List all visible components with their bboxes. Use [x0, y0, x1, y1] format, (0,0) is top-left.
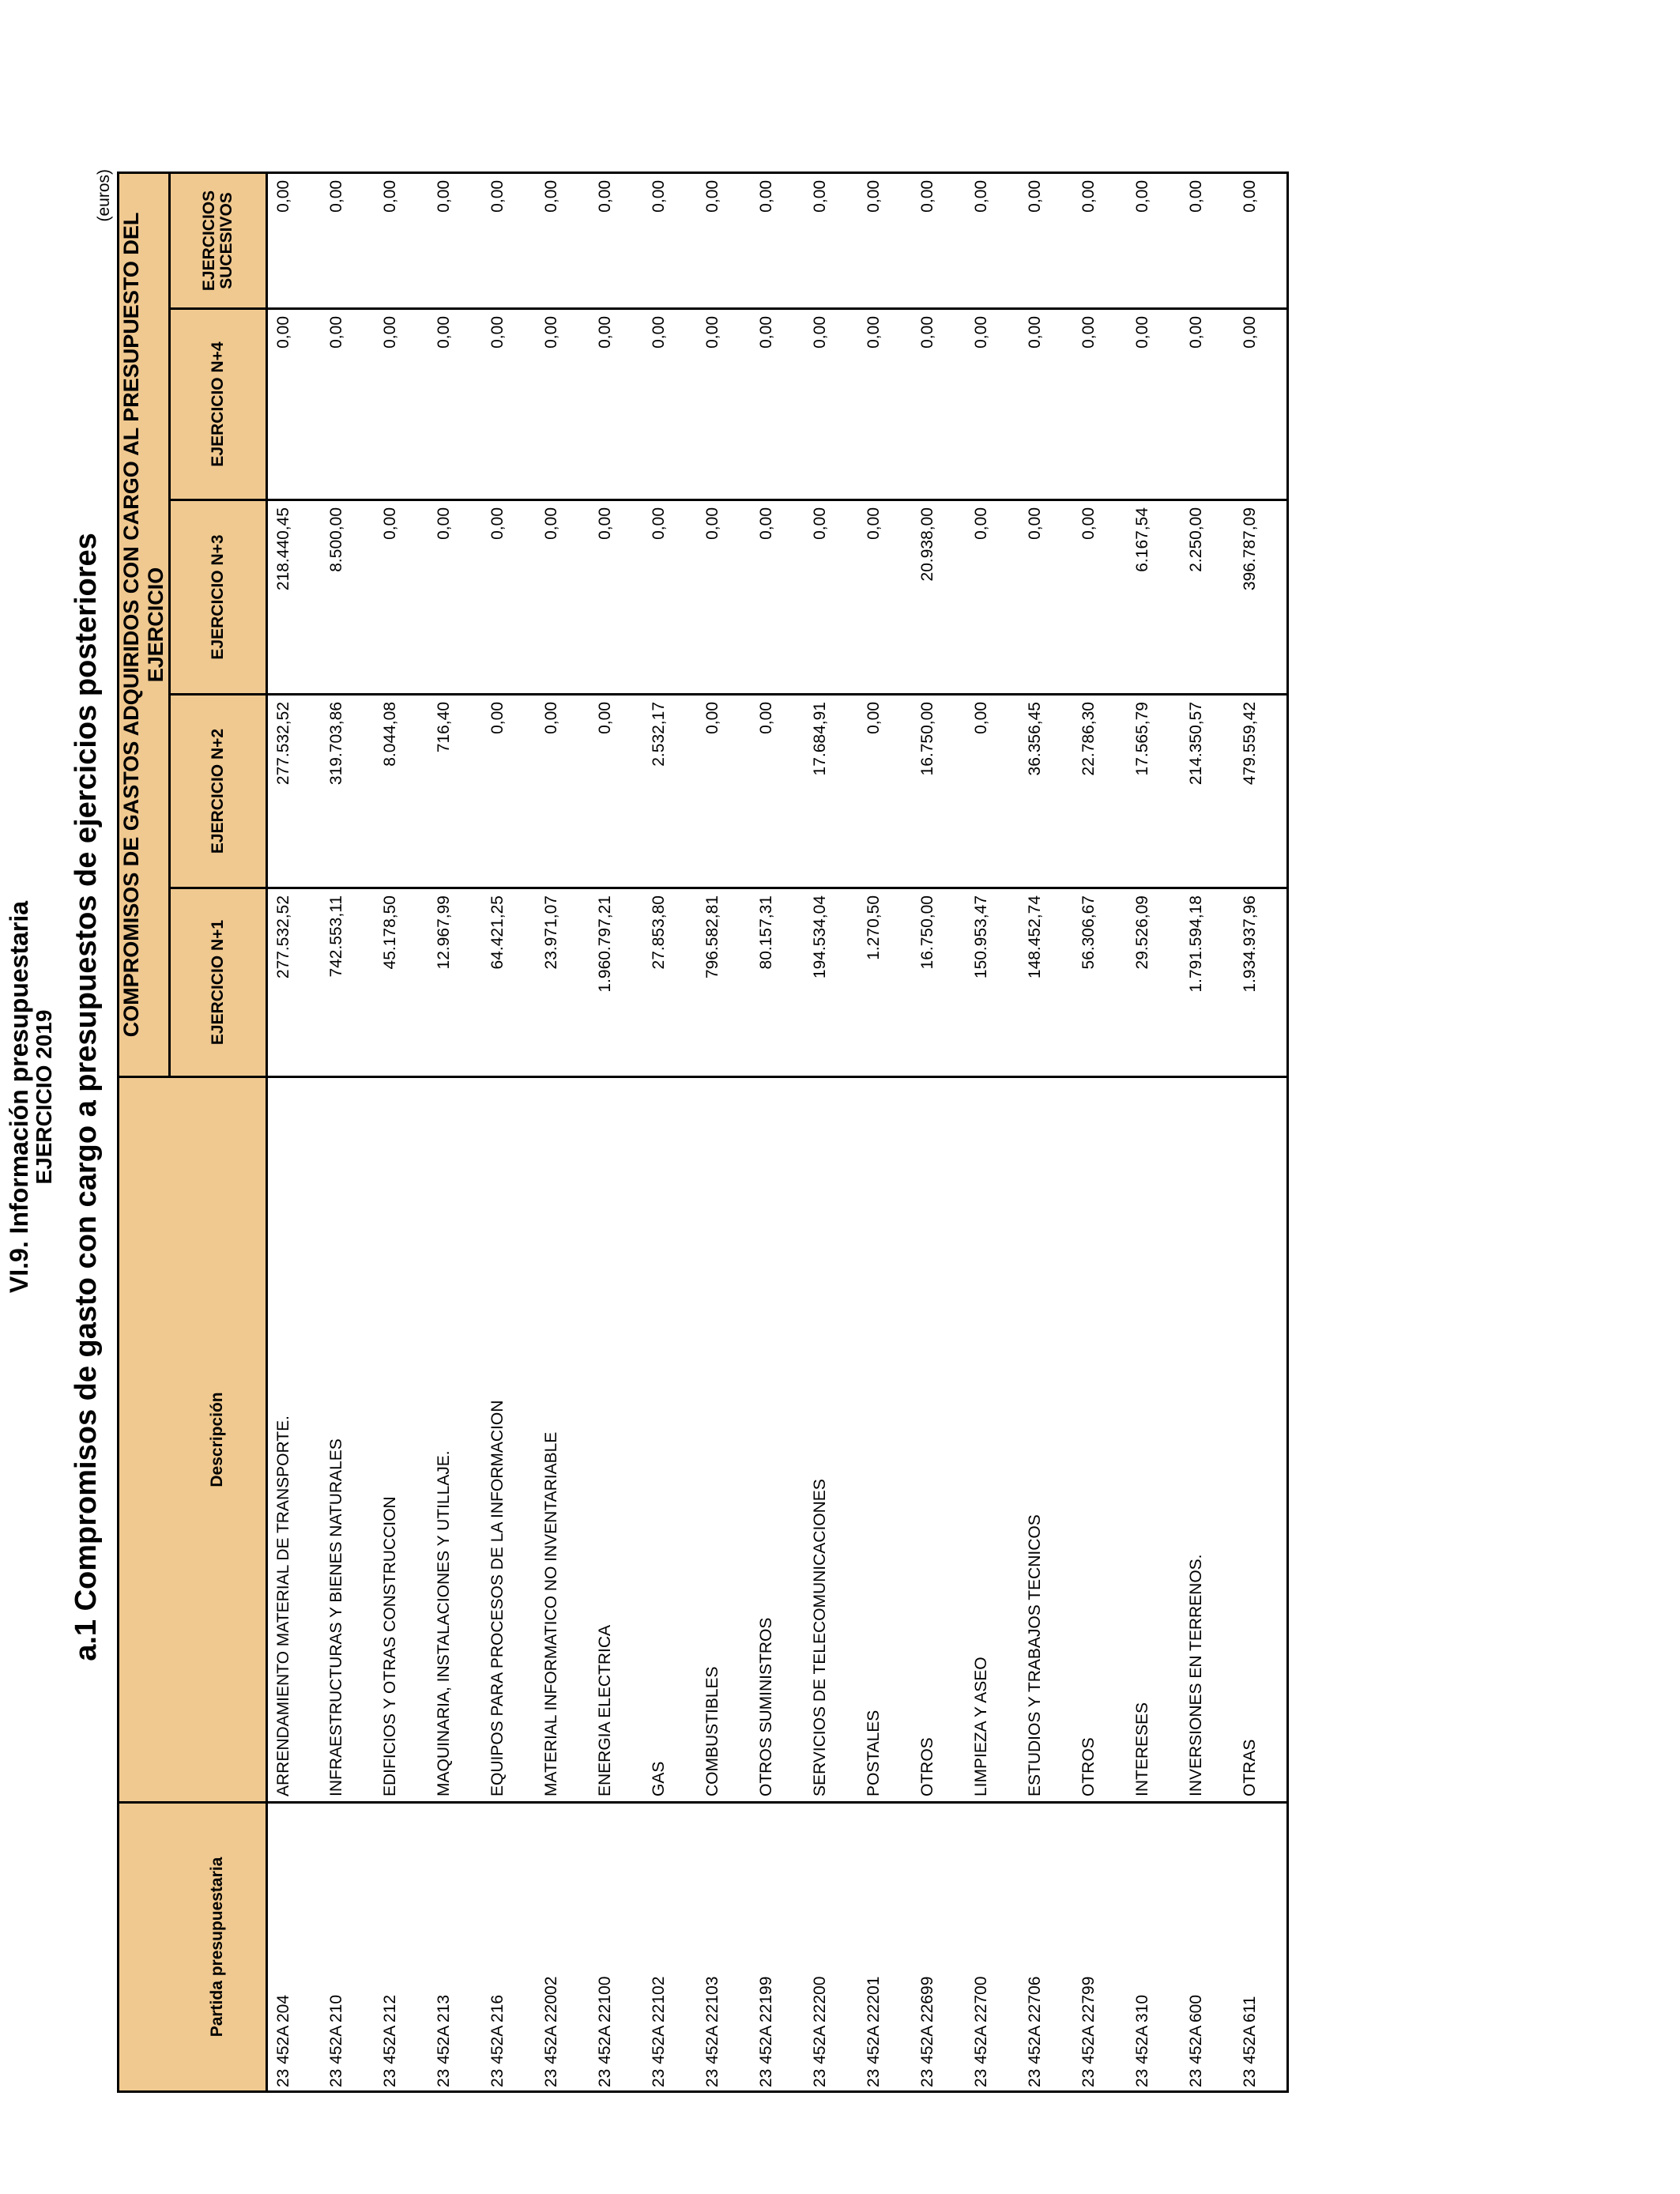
partida-programa: 23 452A: [1079, 2025, 1098, 2087]
table-row: [267, 172, 321, 2091]
cell-n1: 12.967,99: [428, 888, 482, 1077]
cell-n2: 0,00: [590, 695, 643, 888]
cell-n1: 1.960.797,21: [590, 888, 643, 1077]
cell-n4: 0,00: [1234, 309, 1288, 500]
cell-n3: 0,00: [428, 500, 482, 695]
cell-n2: 22.786,30: [1073, 695, 1127, 888]
cell-n1: 1.791.594,18: [1181, 888, 1234, 1077]
cell-n4: 0,00: [536, 309, 590, 500]
cell-sucesivos: 0,00: [321, 172, 375, 308]
cell-n1: 742.553,11: [321, 888, 375, 1077]
cell-partida: [1181, 1803, 1234, 2092]
cell-descripcion: EQUIPOS PARA PROCESOS DE LA INFORMACION: [482, 1077, 536, 1803]
partida-economica: 22002: [541, 1976, 560, 2022]
cell-n3: 6.167,54: [1127, 500, 1181, 695]
partida-programa: 23 452A: [380, 2025, 399, 2087]
cell-n4: 0,00: [1181, 309, 1234, 500]
cell-partida: [697, 1803, 751, 2092]
cell-n4: 0,00: [590, 309, 643, 500]
cell-n1: 1.934.937,96: [1234, 888, 1288, 1077]
cell-partida: [804, 1803, 858, 2092]
cell-n4: 0,00: [1073, 309, 1127, 500]
cell-n2: 0,00: [966, 695, 1019, 888]
partida-programa: 23 452A: [488, 2025, 507, 2087]
cell-sucesivos: 0,00: [643, 172, 697, 308]
cell-n2: 214.350,57: [1181, 695, 1234, 888]
commitments-table: [117, 172, 1289, 2093]
cell-partida: [536, 1803, 590, 2092]
partida-economica: 22201: [864, 1976, 883, 2022]
table-row: [697, 172, 751, 2091]
cell-n1: 45.178,50: [375, 888, 428, 1077]
cell-n4: 0,00: [912, 309, 966, 500]
cell-descripcion: OTRAS: [1234, 1077, 1288, 1803]
partida-programa: 23 452A: [1240, 2025, 1259, 2087]
cell-n3: 0,00: [697, 500, 751, 695]
cell-partida: [966, 1803, 1019, 2092]
cell-n2: 17.565,79: [1127, 695, 1181, 888]
cell-n4: 0,00: [428, 309, 482, 500]
partida-economica: 213: [434, 1994, 453, 2022]
partida-programa: 23 452A: [434, 2025, 453, 2087]
cell-n3: 396.787,09: [1234, 500, 1288, 695]
cell-sucesivos: 0,00: [1181, 172, 1234, 308]
cell-descripcion: ARRENDAMIENTO MATERIAL DE TRANSPORTE.: [267, 1077, 321, 1803]
partida-economica: 600: [1186, 1994, 1205, 2022]
cell-n4: 0,00: [804, 309, 858, 500]
cell-partida: [1019, 1803, 1073, 2092]
partida-economica: 22103: [703, 1976, 721, 2022]
cell-n3: 0,00: [804, 500, 858, 695]
partida-programa: 23 452A: [326, 2025, 345, 2087]
document-title: VI.9. Información presupuestaria: [5, 900, 33, 1294]
cell-n4: 0,00: [643, 309, 697, 500]
partida-economica: 216: [488, 1994, 507, 2022]
cell-n3: 20.938,00: [912, 500, 966, 695]
partida-programa: 23 452A: [595, 2025, 614, 2087]
header-blank-cell: [119, 1803, 170, 2092]
cell-sucesivos: 0,00: [1019, 172, 1073, 308]
table-row: [1073, 172, 1127, 2091]
cell-n4: 0,00: [267, 309, 321, 500]
cell-n3: 0,00: [643, 500, 697, 695]
cell-n2: 319.703,86: [321, 695, 375, 888]
cell-sucesivos: 0,00: [1073, 172, 1127, 308]
cell-n3: 2.250,00: [1181, 500, 1234, 695]
cell-n1: 16.750,00: [912, 888, 966, 1077]
partida-programa: 23 452A: [541, 2025, 560, 2087]
cell-n1: 194.534,04: [804, 888, 858, 1077]
cell-n4: 0,00: [375, 309, 428, 500]
cell-partida: [482, 1803, 536, 2092]
cell-n2: 2.532,17: [643, 695, 697, 888]
partida-programa: 23 452A: [756, 2025, 775, 2087]
partida-programa: 23 452A: [971, 2025, 990, 2087]
partida-economica: 204: [274, 1994, 292, 2022]
table-row: [428, 172, 482, 2091]
partida-economica: 22100: [595, 1976, 614, 2022]
cell-n4: 0,00: [1019, 309, 1073, 500]
cell-n2: 479.559,42: [1234, 695, 1288, 888]
cell-n2: 36.356,45: [1019, 695, 1073, 888]
cell-n2: 0,00: [858, 695, 912, 888]
table-row: [966, 172, 1019, 2091]
cell-n1: 148.452,74: [1019, 888, 1073, 1077]
partida-economica: 611: [1240, 1996, 1259, 2022]
table-row: [1019, 172, 1073, 2091]
table-row: [643, 172, 697, 2091]
cell-descripcion: GAS: [643, 1077, 697, 1803]
cell-n3: 0,00: [1073, 500, 1127, 695]
cell-partida: [590, 1803, 643, 2092]
partida-economica: 22199: [756, 1976, 775, 2022]
table-row: [912, 172, 966, 2091]
cell-sucesivos: 0,00: [697, 172, 751, 308]
cell-descripcion: ENERGIA ELECTRICA: [590, 1077, 643, 1803]
cell-descripcion: MAQUINARIA, INSTALACIONES Y UTILLAJE.: [428, 1077, 482, 1803]
column-header-n4: EJERCICIO N+4: [170, 309, 267, 500]
cell-descripcion: OTROS: [912, 1077, 966, 1803]
cell-n2: 0,00: [482, 695, 536, 888]
currency-unit: (euros): [95, 169, 113, 222]
table-row: [536, 172, 590, 2091]
table-row: [858, 172, 912, 2091]
header-blank-cell: [119, 1077, 170, 1803]
cell-sucesivos: 0,00: [804, 172, 858, 308]
partida-programa: 23 452A: [917, 2025, 936, 2087]
cell-partida: [751, 1803, 804, 2092]
cell-n3: 0,00: [536, 500, 590, 695]
cell-n1: 56.306,67: [1073, 888, 1127, 1077]
cell-n1: 29.526,09: [1127, 888, 1181, 1077]
table-row: [1181, 172, 1234, 2091]
partida-economica: 22706: [1025, 1976, 1044, 2022]
cell-descripcion: MATERIAL INFORMATICO NO INVENTARIABLE: [536, 1077, 590, 1803]
table-row: [804, 172, 858, 2091]
partida-programa: 23 452A: [649, 2025, 668, 2087]
partida-programa: 23 452A: [810, 2025, 829, 2087]
cell-n4: 0,00: [482, 309, 536, 500]
cell-descripcion: POSTALES: [858, 1077, 912, 1803]
cell-n3: 8.500,00: [321, 500, 375, 695]
partida-economica: 22699: [917, 1976, 936, 2022]
table-row: [751, 172, 804, 2091]
cell-descripcion: LIMPIEZA Y ASEO: [966, 1077, 1019, 1803]
cell-n1: 64.421,25: [482, 888, 536, 1077]
cell-sucesivos: 0,00: [1234, 172, 1288, 308]
cell-sucesivos: 0,00: [267, 172, 321, 308]
cell-n1: 277.532,52: [267, 888, 321, 1077]
cell-n4: 0,00: [751, 309, 804, 500]
table-row: [321, 172, 375, 2091]
cell-n3: 0,00: [482, 500, 536, 695]
cell-n1: 150.953,47: [966, 888, 1019, 1077]
cell-n3: 0,00: [858, 500, 912, 695]
partida-programa: 23 452A: [864, 2025, 883, 2087]
cell-partida: [375, 1803, 428, 2092]
cell-partida: [1127, 1803, 1181, 2092]
table-row: [1234, 172, 1288, 2091]
cell-sucesivos: 0,00: [1127, 172, 1181, 308]
column-header-n3: EJERCICIO N+3: [170, 500, 267, 695]
cell-descripcion: COMBUSTIBLES: [697, 1077, 751, 1803]
cell-n3: 0,00: [375, 500, 428, 695]
cell-n1: 1.270,50: [858, 888, 912, 1077]
document-year: EJERCICIO 2019: [32, 1009, 56, 1185]
partida-programa: 23 452A: [1025, 2025, 1044, 2087]
partida-programa: 23 452A: [703, 2025, 721, 2087]
cell-descripcion: INVERSIONES EN TERRENOS.: [1181, 1077, 1234, 1803]
partida-economica: 22700: [971, 1976, 990, 2022]
cell-n4: 0,00: [697, 309, 751, 500]
cell-n4: 0,00: [966, 309, 1019, 500]
cell-n2: 716,40: [428, 695, 482, 888]
partida-programa: 23 452A: [1186, 2025, 1205, 2087]
cell-partida: [912, 1803, 966, 2092]
cell-sucesivos: 0,00: [590, 172, 643, 308]
table-row: [482, 172, 536, 2091]
cell-partida: [267, 1803, 321, 2092]
cell-n2: 17.684,91: [804, 695, 858, 888]
cell-partida: [1073, 1803, 1127, 2092]
cell-descripcion: SERVICIOS DE TELECOMUNICACIONES: [804, 1077, 858, 1803]
cell-n1: 27.853,80: [643, 888, 697, 1077]
cell-n4: 0,00: [858, 309, 912, 500]
cell-descripcion: OTROS SUMINISTROS: [751, 1077, 804, 1803]
cell-n3: 0,00: [1019, 500, 1073, 695]
partida-programa: 23 452A: [274, 2025, 292, 2087]
cell-sucesivos: 0,00: [536, 172, 590, 308]
cell-n2: 16.750,00: [912, 695, 966, 888]
cell-n2: 277.532,52: [267, 695, 321, 888]
column-header-n2: EJERCICIO N+2: [170, 695, 267, 888]
cell-partida: [428, 1803, 482, 2092]
column-header-sucesivos: EJERCICIOS SUCESIVOS: [170, 172, 267, 308]
cell-n3: 218.440,45: [267, 500, 321, 695]
cell-n1: 80.157,31: [751, 888, 804, 1077]
partida-economica: 22102: [649, 1976, 668, 2022]
cell-sucesivos: 0,00: [858, 172, 912, 308]
cell-descripcion: OTROS: [1073, 1077, 1127, 1803]
cell-descripcion: EDIFICIOS Y OTRAS CONSTRUCCION: [375, 1077, 428, 1803]
cell-partida: [858, 1803, 912, 2092]
cell-sucesivos: 0,00: [912, 172, 966, 308]
cell-n2: 8.044,08: [375, 695, 428, 888]
cell-n3: 0,00: [590, 500, 643, 695]
table-row: [590, 172, 643, 2091]
partida-programa: 23 452A: [1132, 2025, 1151, 2087]
partida-economica: 22200: [810, 1976, 829, 2022]
cell-n3: 0,00: [966, 500, 1019, 695]
table-row: [375, 172, 428, 2091]
cell-n1: 23.971,07: [536, 888, 590, 1077]
partida-economica: 212: [380, 1994, 399, 2022]
cell-n2: 0,00: [697, 695, 751, 888]
document-subtitle: a.1 Compromisos de gasto con cargo a presupuestos de ejercicios posteriores: [70, 533, 103, 1661]
cell-n2: 0,00: [751, 695, 804, 888]
cell-partida: [1234, 1803, 1288, 2092]
cell-n2: 0,00: [536, 695, 590, 888]
cell-descripcion: ESTUDIOS Y TRABAJOS TECNICOS: [1019, 1077, 1073, 1803]
cell-sucesivos: 0,00: [966, 172, 1019, 308]
cell-partida: [321, 1803, 375, 2092]
cell-sucesivos: 0,00: [751, 172, 804, 308]
cell-descripcion: INFRAESTRUCTURAS Y BIENES NATURALES: [321, 1077, 375, 1803]
cell-partida: [643, 1803, 697, 2092]
partida-economica: 310: [1132, 1994, 1151, 2022]
partida-economica: 22799: [1079, 1976, 1098, 2022]
cell-descripcion: INTERESES: [1127, 1077, 1181, 1803]
cell-sucesivos: 0,00: [428, 172, 482, 308]
cell-n1: 796.582,81: [697, 888, 751, 1077]
group-header: COMPROMISOS DE GASTOS ADQUIRIDOS CON CARGO AL PRESUPUESTO DEL EJERCICIO: [119, 172, 170, 1076]
cell-sucesivos: 0,00: [375, 172, 428, 308]
column-header-n1: EJERCICIO N+1: [170, 888, 267, 1077]
column-header-descripcion: Descripción: [170, 1077, 267, 1803]
table-row: [1127, 172, 1181, 2091]
column-header-partida: Partida presupuestaria: [170, 1803, 267, 2092]
cell-n3: 0,00: [751, 500, 804, 695]
cell-n4: 0,00: [321, 309, 375, 500]
cell-sucesivos: 0,00: [482, 172, 536, 308]
partida-economica: 210: [326, 1994, 345, 2022]
cell-n4: 0,00: [1127, 309, 1181, 500]
